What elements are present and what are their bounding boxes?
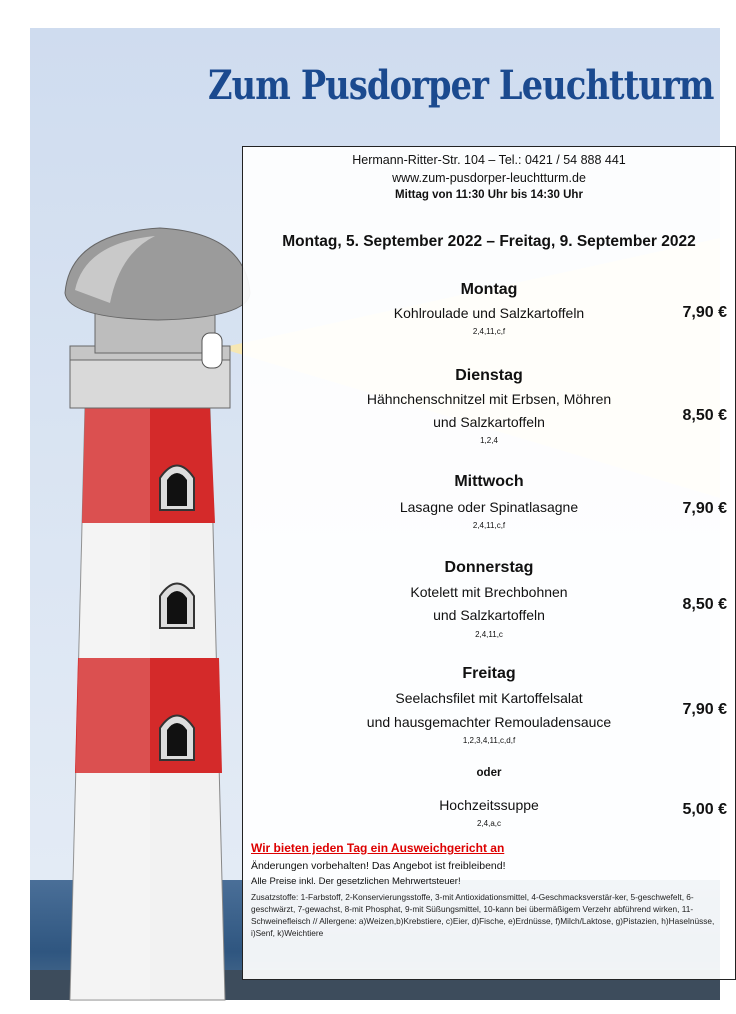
menu-panel — [242, 146, 736, 980]
dish-thursday-line1: Kotelett mit Brechbohnen — [410, 584, 568, 600]
dish-monday: Kohlroulade und Salzkartoffeln — [393, 305, 585, 321]
window-2 — [160, 584, 194, 629]
day-tuesday: Dienstag — [455, 367, 523, 384]
price-tuesday: 8,50 € — [682, 407, 727, 424]
dish-friday-line1: Seelachsfilet mit Kartoffelsalat — [395, 690, 583, 706]
dish-wednesday: Lasagne oder Spinatlasagne — [399, 499, 579, 515]
window-3 — [160, 716, 194, 761]
additives-tuesday: 1,2,4 — [480, 436, 498, 445]
window-1 — [160, 466, 194, 511]
price-thursday: 8,50 € — [682, 596, 727, 613]
additives-thursday: 2,4,11,c — [475, 630, 503, 639]
restaurant-title: Zum Pusdorper Leuchtturm — [208, 62, 714, 109]
additives-friday: 1,2,3,4,11,c,d,f — [462, 736, 516, 745]
dish-thursday-line2: und Salzkartoffeln — [433, 607, 545, 623]
or-label: oder — [476, 767, 502, 779]
price-monday: 7,90 € — [682, 304, 727, 321]
alternative-dish-notice: Wir bieten jeden Tag ein Ausweichgericht an — [251, 841, 505, 855]
day-wednesday: Mittwoch — [454, 473, 524, 490]
day-thursday: Donnerstag — [444, 559, 534, 576]
day-friday: Freitag — [462, 665, 516, 682]
dish-tuesday-line1: Hähnchenschnitzel mit Erbsen, Möhren — [366, 391, 612, 407]
price-friday: 7,90 € — [682, 701, 727, 718]
additives-legend: Zusatzstoffe: 1-Farbstoff, 2-Konservierungsstoffe, 3-mit Antioxidationsmittel, 4-Geschmacksverstär-ker, 5-geschwefelt, 6-geschwärzt, 7-gewachst, 8-mit Phosphat, 9-mit Süßungsmittel, 10-kann bei übermäßigem Verzehr abführend wirken, 11-Schweinefleisch // Allergene: a)Weizen,b)Krebstiere, c)Eier, d)Fische, e)Erdnüsse, f)Milch/Laktose, g)Pistazien, h)Haselnüsse, i)Senf, k)Weichtiere — [251, 892, 715, 938]
poster — [30, 28, 727, 1000]
dish-friday-line2: und hausgemachter Remouladensauce — [366, 714, 612, 730]
vat-notice: Alle Preise inkl. Der gesetzlichen Mehrwertsteuer! — [251, 876, 461, 887]
lamp — [202, 333, 222, 368]
additives-wednesday: 2,4,11,c,f — [472, 521, 506, 530]
website-line: www.zum-pusdorper-leuchtturm.de — [392, 171, 586, 185]
dish-extra: Hochzeitssuppe — [439, 797, 539, 813]
additives-monday: 2,4,11,c,f — [472, 327, 506, 336]
opening-hours: Mittag von 11:30 Uhr bis 14:30 Uhr — [395, 189, 583, 201]
week-range: Montag, 5. September 2022 – Freitag, 9. September 2022 — [282, 233, 696, 250]
day-monday: Montag — [460, 281, 518, 298]
changes-notice: Änderungen vorbehalten! Das Angebot ist freibleibend! — [251, 860, 506, 872]
tower-highlight — [70, 408, 150, 1000]
price-wednesday: 7,90 € — [682, 500, 727, 517]
dish-tuesday-line2: und Salzkartoffeln — [433, 414, 545, 430]
price-extra: 5,00 € — [682, 801, 727, 818]
additives-extra: 2,4,a,c — [476, 819, 501, 828]
address-line: Hermann-Ritter-Str. 104 – Tel.: 0421 / 54 888 441 — [352, 153, 626, 167]
